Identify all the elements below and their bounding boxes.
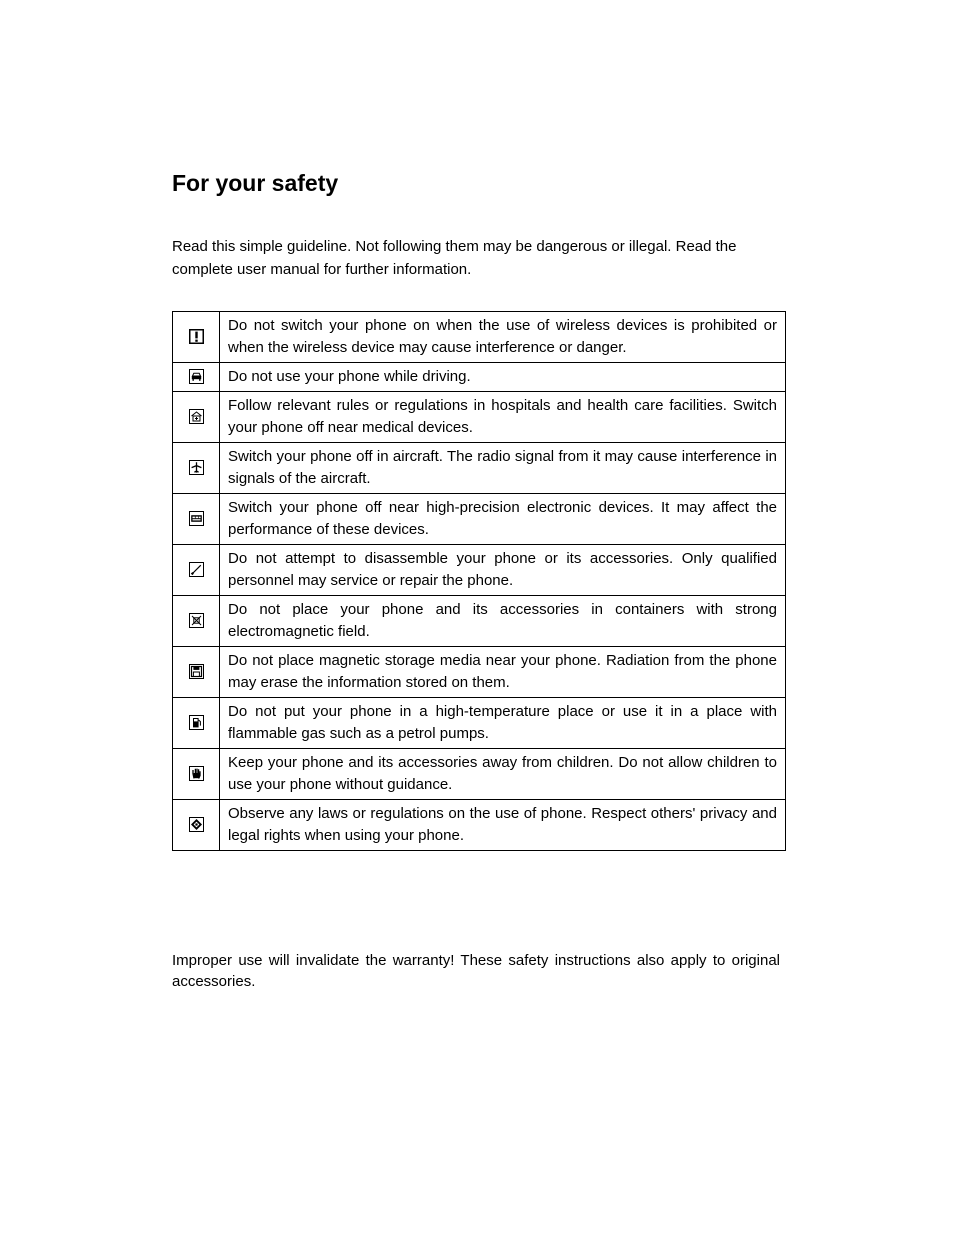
magnetic-field-icon (189, 613, 204, 628)
table-row (173, 494, 786, 545)
table-row (173, 363, 786, 392)
table-row (173, 698, 786, 749)
law-icon (189, 817, 204, 832)
table-row (173, 312, 786, 363)
fuel-pump-icon (189, 715, 204, 730)
table-row (173, 596, 786, 647)
hand-icon (189, 766, 204, 781)
table-row (173, 392, 786, 443)
warranty-note: Improper use will invalidate the warranty! These safety instructions also apply to original accessories. (172, 952, 780, 990)
safety-text: Do not place your phone and its accessories in containers with strong electromagnetic field. (220, 596, 786, 647)
safety-text: Keep your phone and its accessories away from children. Do not allow children to use your phone without guidance. (220, 749, 786, 800)
hospital-icon (189, 409, 204, 424)
table-row (173, 749, 786, 800)
screwdriver-icon (189, 562, 204, 577)
airplane-icon (189, 460, 204, 475)
safety-text: Switch your phone off in aircraft. The radio signal from it may cause interference in signals of the aircraft. (220, 443, 786, 494)
safety-text: Do not attempt to disassemble your phone or its accessories. Only qualified personnel may service or repair the phone. (220, 545, 786, 596)
floppy-disk-icon (189, 664, 204, 679)
electronic-device-icon (189, 511, 204, 526)
safety-table (172, 311, 786, 851)
intro-paragraph: Read this simple guideline. Not following them may be dangerous or illegal. Read the complete user manual for further information. (172, 238, 737, 278)
table-row (173, 545, 786, 596)
exclamation-icon (189, 329, 204, 344)
safety-text: Do not place magnetic storage media near your phone. Radiation from the phone may erase the information stored on them. (220, 647, 786, 698)
table-row (173, 443, 786, 494)
car-icon (189, 369, 204, 384)
safety-text: Do not put your phone in a high-temperature place or use it in a place with flammable gas such as a petrol pumps. (220, 698, 786, 749)
safety-text: Do not use your phone while driving. (220, 363, 786, 392)
safety-text: Switch your phone off near high-precision electronic devices. It may affect the performance of these devices. (220, 494, 786, 545)
safety-text: Observe any laws or regulations on the use of phone. Respect others' privacy and legal rights when using your phone. (220, 800, 786, 851)
safety-text: Do not switch your phone on when the use of wireless devices is prohibited or when the wireless device may cause interference or danger. (220, 312, 786, 363)
table-row (173, 800, 786, 851)
safety-text: Follow relevant rules or regulations in hospitals and health care facilities. Switch your phone off near medical devices. (220, 392, 786, 443)
page-title: For your safety (172, 170, 339, 196)
table-row (173, 647, 786, 698)
